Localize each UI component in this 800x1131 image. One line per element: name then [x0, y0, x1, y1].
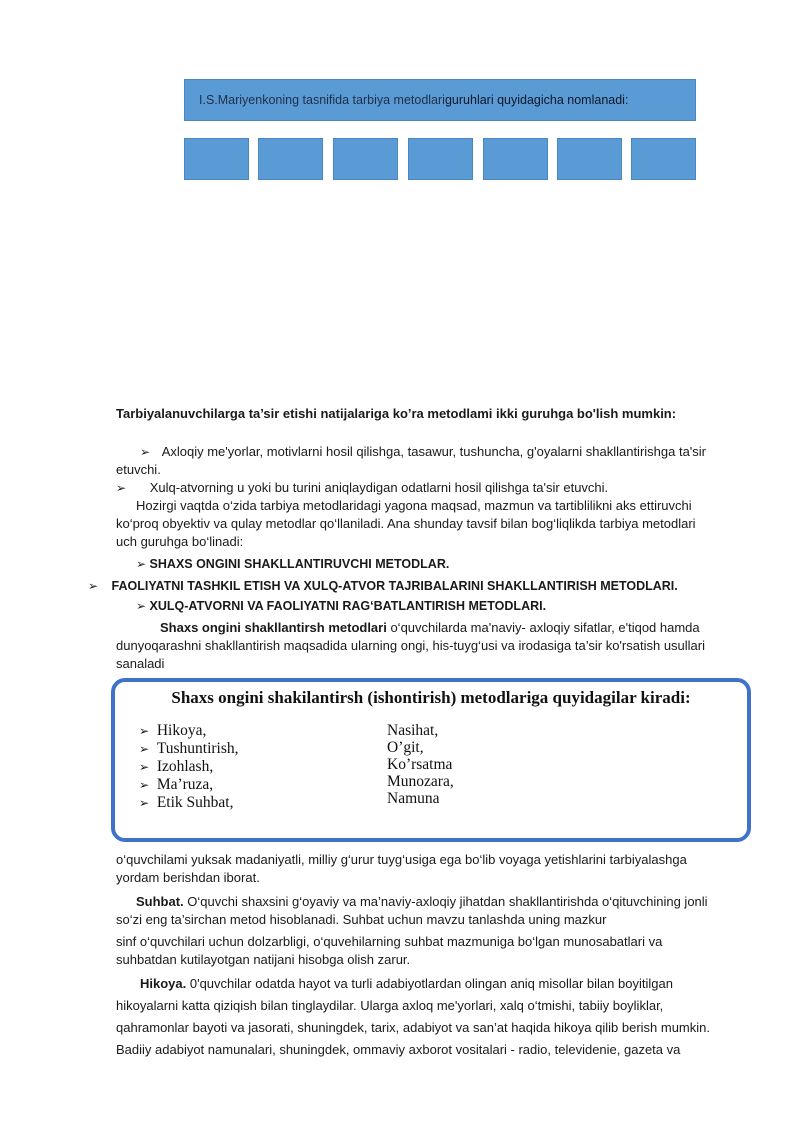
hikoya-line-1: [116, 975, 742, 993]
arrow-bullet-icon: ➢: [136, 599, 147, 613]
arrow-bullet-icon: ➢: [139, 796, 150, 810]
definition-line-2: dunyoqarashni shakllantirish maqsadida ularning ongi, his-tuyg‘usi va irodasiga ta’sir ko'rsatish usullari: [116, 638, 705, 653]
hikoya-line-4: Badiiy adabiyot namunalari, shuningdek, ommaviy axborot vositalari - radio, televidenie, gazeta va: [116, 1042, 681, 1057]
frame-title: Shaxs ongini shakilantirsh (ishontirish) metodlariga quyidagilar kiradi:: [171, 688, 691, 707]
section-heading: Tarbiyalanuvchilarga ta’sir etishi natijalariga ko’ra metodlami ikki guruhga bo'lish mumkin:: [116, 406, 677, 421]
arrow-bullet-icon: ➢: [140, 445, 151, 459]
bullet-2: [116, 479, 742, 497]
hikoya-line-1-rest: 0'quvchilar odatda hayot va turli adabiyotlardan olingan aniq misollar bilan boyitilgan: [186, 976, 673, 991]
method-box-3: [333, 138, 398, 180]
frame-item: Munozara,: [387, 773, 454, 790]
method-box-4: [408, 138, 473, 180]
suhbat-term: Suhbat.: [136, 894, 184, 909]
frame-list-left: [139, 722, 239, 812]
method-box-5: [483, 138, 548, 180]
after-frame-line-2: yordam berishdan iborat.: [116, 870, 260, 885]
bullet-1-cont: etuvchi.: [116, 462, 161, 477]
methods-list-frame: [111, 678, 751, 842]
intro-line-2: ko‘proq obyektiv va qulay metodlar qo‘llaniladi. Ana shunday tavsif bilan bog‘liqlikda tarbiya metodlari: [116, 516, 696, 531]
arrow-bullet-icon: ➢: [88, 579, 99, 593]
group-2-text: FAOLIYATNI TASHKIL ETISH VA XULQ-ATVOR TAJRIBALARINI SHAKLLANTIRISH METODLARI.: [111, 579, 678, 593]
bullet-1: [116, 443, 742, 461]
group-3: [136, 599, 546, 613]
hikoya-term: Hikoya.: [140, 976, 187, 991]
group-1: [136, 557, 449, 571]
arrow-bullet-icon: ➢: [139, 760, 150, 774]
group-1-text: SHAXS ONGINI SHAKLLANTIRUVCHI METODLAR.: [149, 557, 450, 571]
suhbat-line-4: suhbatdan kutilayotgan natijani hisobga olish zarur.: [116, 952, 411, 967]
hikoya-line-2: hikoyalarni katta qiziqish bilan tinglaydilar. Ularga axloq me'yorlari, xalq o‘tmishi, tabiiy boyliklar,: [116, 998, 664, 1013]
intro-line-3: uch guruhga bo‘linadi:: [116, 534, 244, 549]
frame-item-label: Hikoya,: [156, 722, 207, 739]
frame-item: Ko’rsatma: [387, 756, 453, 773]
method-box-1: [184, 138, 249, 180]
suhbat-line-1: [116, 893, 742, 911]
suhbat-line-1-rest: O‘quvchi shaxsini g‘oyaviy va ma’naviy-axloqiy jihatdan shakllantirishda o‘qituvchining jonli: [183, 894, 708, 909]
method-box-7: [631, 138, 696, 180]
suhbat-line-3: sinf o‘quvchilari uchun dolzarbligi, o‘quvehilarning suhbat mazmuniga bo‘lgan munosabatlari va: [116, 934, 663, 949]
frame-item-label: Etik Suhbat,: [156, 794, 234, 811]
frame-item: [139, 740, 239, 758]
group-3-text: XULQ-ATVORNI VA FAOLIYATNI RAG‘BATLANTIRISH METODLARI.: [149, 599, 547, 613]
after-frame-line-1: o‘quvchilami yuksak madaniyatli, milliy g‘urur tuyg‘usiga ega bo‘lib voyaga yetishlarini tarbiyalashga: [116, 852, 687, 867]
suhbat-line-2: so‘zi eng ta’sirchan metod hisoblanadi. Suhbat uchun mavzu tanlashda uning mazkur: [116, 912, 607, 927]
arrow-bullet-icon: ➢: [139, 742, 150, 756]
methods-header-box: [184, 79, 696, 121]
frame-item: [139, 776, 239, 794]
frame-item-label: Tushuntirish,: [156, 740, 239, 757]
frame-list-right: [387, 722, 454, 807]
frame-item: [139, 758, 239, 776]
definition-term: Shaxs ongini shakllantirsh metodlari: [160, 620, 387, 635]
method-box-6: [557, 138, 622, 180]
frame-item: O’git,: [387, 739, 424, 756]
definition-line-1: [116, 619, 742, 637]
frame-item-label: Ma’ruza,: [156, 776, 214, 793]
frame-item: [139, 722, 239, 740]
arrow-bullet-icon: ➢: [139, 724, 150, 738]
definition-line-1-rest: o‘quvchilarda ma'naviy- axloqiy sifatlar, e'tiqod hamda: [386, 620, 700, 635]
arrow-bullet-icon: ➢: [116, 481, 127, 495]
frame-item: [139, 794, 239, 812]
intro-line-1: Hozirgi vaqtda o‘zida tarbiya metodlaridagi yagona maqsad, mazmun va tartiblilikni aks ettiruvchi: [136, 498, 692, 513]
bullet-2-text: Xulq-atvorning u yoki bu turini aniqlaydigan odatlarni hosil qilishga ta'sir etuvchi.: [149, 480, 609, 495]
arrow-bullet-icon: ➢: [139, 778, 150, 792]
method-box-2: [258, 138, 323, 180]
arrow-bullet-icon: ➢: [136, 557, 147, 571]
frame-item: Nasihat,: [387, 722, 439, 739]
hikoya-line-3: qahramonlar bayoti va jasorati, shuningdek, tarix, adabiyot va san’at haqida hikoya qilib berish mumkin.: [116, 1020, 710, 1035]
header-title-normal: I.S.Mariyenkoning tasnifida tarbiya metodlari: [199, 93, 445, 107]
header-title-dark: guruhlari quyidagicha nomlanadi:: [444, 93, 629, 107]
bullet-1-text: Axloqiy me'yorlar, motivlarni hosil qilishga, tasawur, tushuncha, g'oyalarni shakllantirishga ta'sir: [161, 444, 706, 459]
frame-item-label: Izohlash,: [156, 758, 214, 775]
group-2: [88, 579, 678, 593]
frame-item: Namuna: [387, 790, 440, 807]
definition-line-3: sanaladi: [116, 656, 165, 671]
